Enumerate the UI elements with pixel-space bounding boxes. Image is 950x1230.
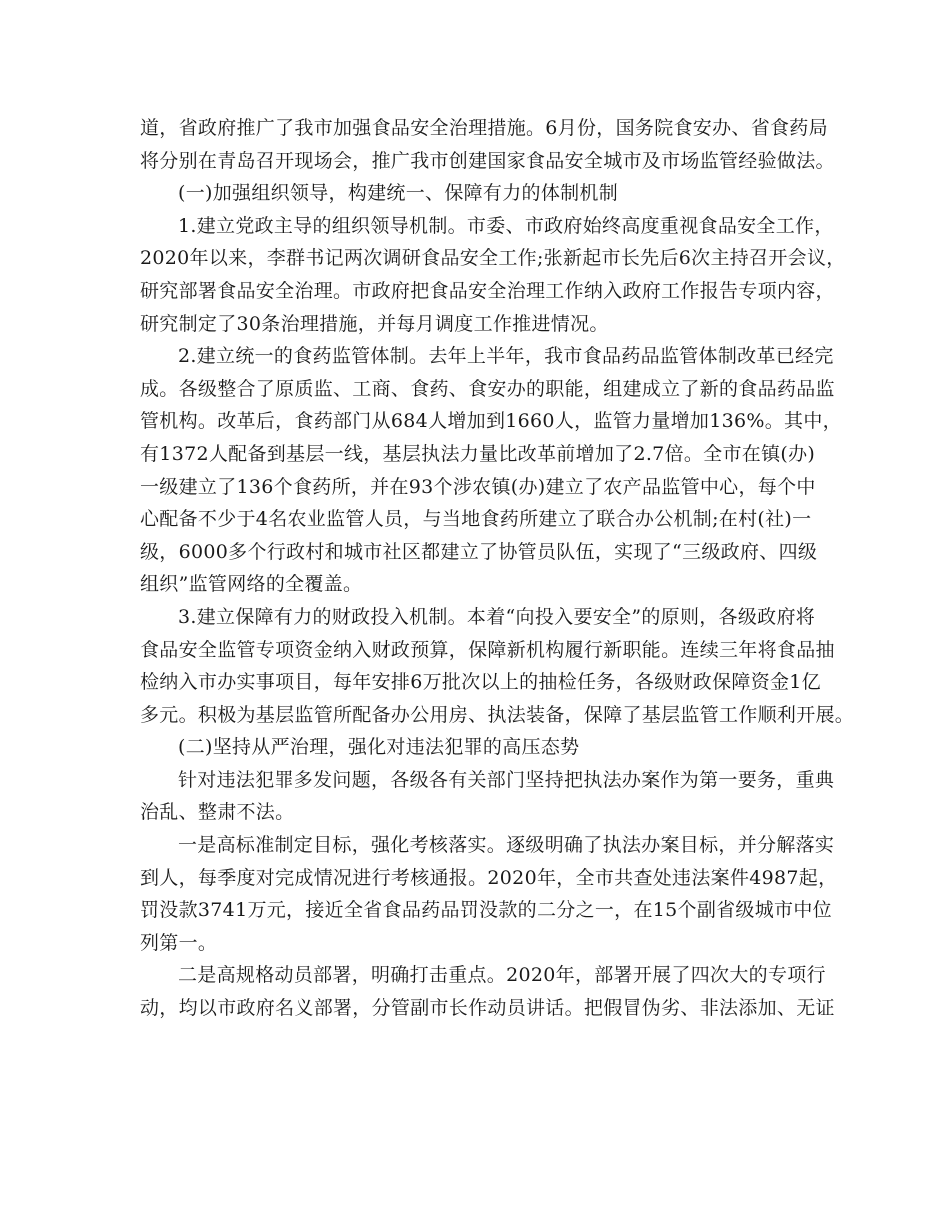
- text-line: 食品安全监管专项资金纳入财政预算，保障新机构履行新职能。连续三年将食品抽: [140, 638, 835, 661]
- text-line: 心配备不少于4名农业监管人员，与当地食药所建立了联合办公机制;在村(社)一: [140, 508, 812, 531]
- text-line: 检纳入市办实事项目，每年安排6万批次以上的抽检任务，各级财政保障资金1亿: [140, 671, 821, 694]
- text-line: 有1372人配备到基层一线，基层执法力量比改革前增加了2.7倍。全市在镇(办): [140, 442, 816, 465]
- text-line: 多元。积极为基层监管所配备办公用房、执法装备，保障了基层监管工作顺利开展。: [140, 703, 855, 726]
- text-line: 将分别在青岛召开现场会，推广我市创建国家食品安全城市及市场监管经验做法。: [140, 149, 835, 172]
- text-line: 管机构。改革后，食药部门从684人增加到1660人，监管力量增加136%。其中，: [140, 410, 842, 433]
- text-line: 列第一。: [140, 931, 218, 954]
- paragraph-first-line: (一)加强组织领导，构建统一、保障有力的体制机制: [178, 182, 619, 205]
- paragraph-first-line: 二是高规格动员部署，明确打击重点。2020年，部署开展了四次大的专项行: [178, 964, 826, 987]
- text-line: 组织”监管网络的全覆盖。: [140, 573, 363, 596]
- paragraph-first-line: 2.建立统一的食药监管体制。去年上半年，我市食品药品监管体制改革已经完: [178, 345, 834, 368]
- paragraph-first-line: 针对违法犯罪多发问题，各级各有关部门坚持把执法办案作为第一要务，重典: [178, 768, 835, 791]
- text-line: 级，6000多个行政村和城市社区都建立了协管员队伍，实现了“三级政府、四级: [140, 540, 818, 563]
- text-line: 2020年以来，李群书记两次调研食品安全工作;张新起市长先后6次主持召开会议，: [140, 247, 846, 270]
- paragraph-first-line: 3.建立保障有力的财政投入机制。本着“向投入要安全”的原则，各级政府将: [178, 605, 816, 628]
- text-line: 罚没款3741万元，接近全省食品药品罚没款的二分之一，在15个副省级城市中位: [140, 899, 832, 922]
- text-line: 研究制定了30条治理措施，并每月调度工作推进情况。: [140, 312, 609, 335]
- text-line: 研究部署食品安全治理。市政府把食品安全治理工作纳入政府工作报告专项内容，: [140, 279, 835, 302]
- text-line: 动，均以市政府名义部署，分管副市长作动员讲话。把假冒伪劣、非法添加、无证: [140, 997, 835, 1020]
- text-line: 道，省政府推广了我市加强食品安全治理措施。6月份，国务院食安办、省食药局: [140, 117, 828, 139]
- text-line: 到人，每季度对完成情况进行考核通报。2020年，全市共查处违法案件4987起，: [140, 866, 838, 889]
- text-line: 成。各级整合了原质监、工商、食药、食安办的职能，组建成立了新的食品药品监: [140, 377, 835, 400]
- text-line: 治乱、整肃不法。: [140, 801, 295, 824]
- paragraph-first-line: 1.建立党政主导的组织领导机制。市委、市政府始终高度重视食品安全工作，: [178, 214, 834, 237]
- paragraph-first-line: (二)坚持从严治理，强化对违法犯罪的高压态势: [178, 736, 580, 759]
- document-body: [140, 112, 855, 1025]
- text-line: 一级建立了136个食药所，并在93个涉农镇(办)建立了农产品监管中心，每个中: [140, 475, 816, 498]
- paragraph-first-line: 一是高标准制定目标，强化考核落实。逐级明确了执法办案目标，并分解落实: [178, 834, 835, 857]
